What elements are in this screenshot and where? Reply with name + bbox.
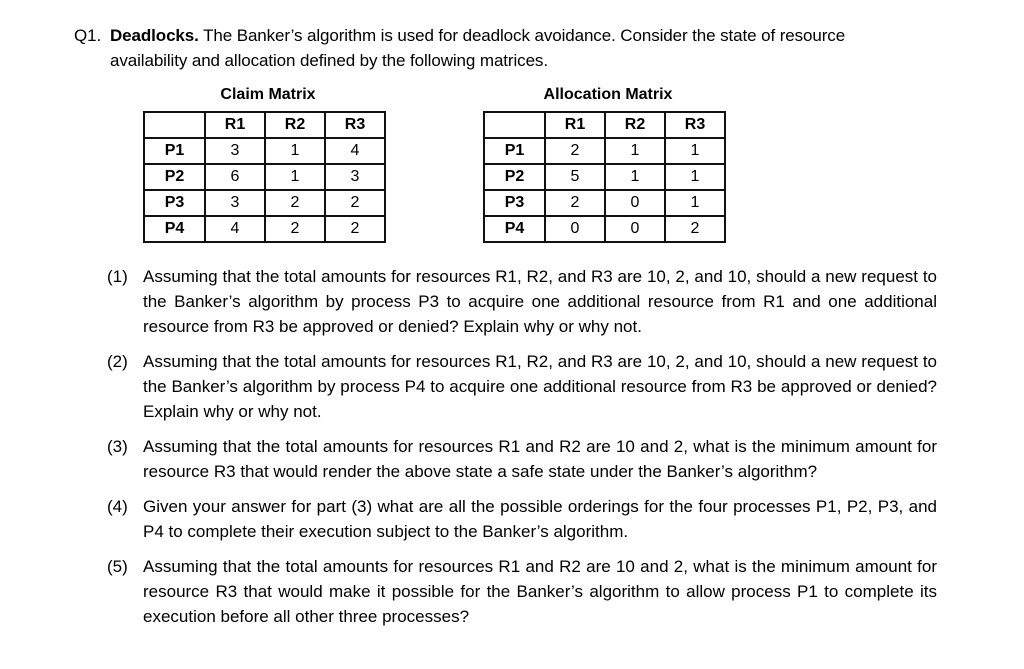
sub-question-label: (2) [107,352,128,371]
question-header [74,23,944,73]
table-cell: 3 [325,164,385,190]
claim-matrix-row [144,164,385,190]
allocation-matrix-title: Allocation Matrix [543,86,673,103]
row-header: P1 [144,138,205,164]
claim-matrix-col-header: R3 [325,112,385,138]
allocation-matrix-corner-cell [484,112,545,138]
sub-question-3 [107,434,937,484]
sub-question-label: (1) [107,267,128,286]
claim-matrix-row [144,216,385,242]
table-cell: 3 [205,138,265,164]
table-cell: 2 [325,190,385,216]
claim-matrix-header-row [144,112,385,138]
claim-matrix-table [143,111,386,243]
row-header: P3 [144,190,205,216]
allocation-matrix-header-row [484,112,725,138]
row-header: P2 [144,164,205,190]
sub-question-text: Assuming that the total amounts for resources R1, R2, and R3 are 10, 2, and 10, should a new request to the Banker’s algorithm by process P4 to acquire one additional resource from R3 be approved or denied? Explain why or why not. [143,352,937,421]
sub-question-list [107,264,937,639]
row-header: P2 [484,164,545,190]
allocation-matrix-col-header: R1 [545,112,605,138]
sub-question-text: Assuming that the total amounts for resources R1 and R2 are 10 and 2, what is the minimum amount for resource R3 that would render the above state a safe state under the Banker’s algorithm? [143,437,937,481]
table-cell: 1 [605,138,665,164]
sub-question-text: Assuming that the total amounts for resources R1 and R2 are 10 and 2, what is the minimum amount for resource R3 that would make it possible for the Banker’s algorithm to allow process P1 to complete its execution before all other three processes? [143,557,937,626]
table-cell: 2 [265,190,325,216]
table-cell: 2 [325,216,385,242]
table-cell: 3 [205,190,265,216]
table-cell: 6 [205,164,265,190]
claim-matrix-row [144,190,385,216]
table-cell: 2 [265,216,325,242]
allocation-matrix-row [484,138,725,164]
table-cell: 2 [545,190,605,216]
table-cell: 0 [605,216,665,242]
sub-question-text: Given your answer for part (3) what are all the possible orderings for the four processes P1, P2, P3, and P4 to complete their execution subject to the Banker’s algorithm. [143,497,937,541]
allocation-matrix-row [484,164,725,190]
claim-matrix-corner-cell [144,112,205,138]
claim-matrix-col-header: R2 [265,112,325,138]
table-cell: 2 [665,216,725,242]
sub-question-5 [107,554,937,629]
question-number: Q1. [74,26,102,45]
table-cell: 1 [665,190,725,216]
table-cell: 4 [205,216,265,242]
table-cell: 1 [665,138,725,164]
row-header: P4 [144,216,205,242]
question-intro-line-2: availability and allocation defined by the following matrices. [110,51,548,70]
allocation-matrix-row [484,216,725,242]
table-cell: 1 [605,164,665,190]
question-intro-text: The Banker’s algorithm is used for deadlock avoidance. Consider the state of resource [203,26,846,45]
sub-question-label: (3) [107,437,128,456]
table-cell: 0 [545,216,605,242]
claim-matrix-col-header: R1 [205,112,265,138]
row-header: P1 [484,138,545,164]
claim-matrix-title: Claim Matrix [220,86,316,103]
row-header: P3 [484,190,545,216]
sub-question-label: (5) [107,557,128,576]
table-cell: 1 [265,138,325,164]
table-cell: 1 [665,164,725,190]
table-cell: 5 [545,164,605,190]
row-header: P4 [484,216,545,242]
table-cell: 1 [265,164,325,190]
allocation-matrix-col-header: R2 [605,112,665,138]
table-cell: 2 [545,138,605,164]
sub-question-label: (4) [107,497,128,516]
allocation-matrix-col-header: R3 [665,112,725,138]
sub-question-1 [107,264,937,339]
question-topic: Deadlocks. [110,26,199,45]
question-intro-line-1 [74,23,944,48]
sub-question-2 [107,349,937,424]
allocation-matrix-row [484,190,725,216]
allocation-matrix-table [483,111,726,243]
sub-question-4 [107,494,937,544]
sub-question-text: Assuming that the total amounts for resources R1, R2, and R3 are 10, 2, and 10, should a new request to the Banker’s algorithm by process P3 to acquire one additional resource from R1 and one additional resource from R3 be approved or denied? Explain why or why not. [143,267,937,336]
table-cell: 4 [325,138,385,164]
claim-matrix-row [144,138,385,164]
table-cell: 0 [605,190,665,216]
